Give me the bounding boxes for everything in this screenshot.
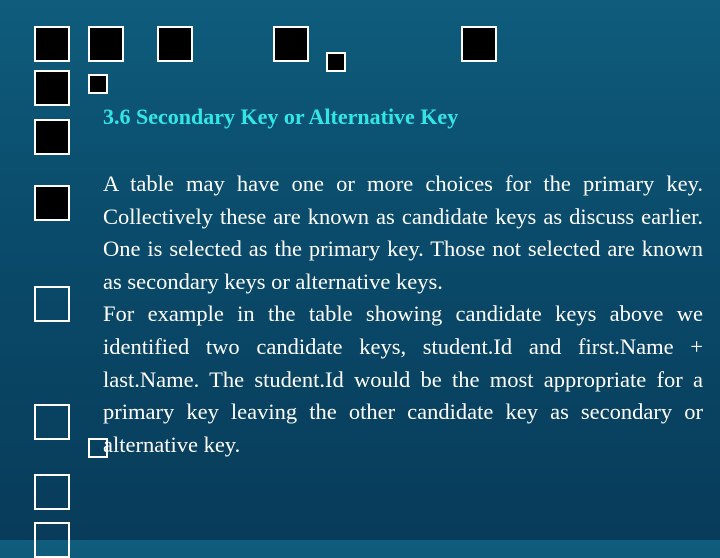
decorative-square bbox=[34, 185, 70, 221]
body-paragraph: A table may have one or more choices for the primary key. Collectively these are known as candidate keys as discuss earlier. One is selected as the primary key. Those not selected are known as secondary keys or alternative keys. bbox=[103, 171, 703, 294]
slide-body bbox=[103, 168, 703, 461]
decorative-square bbox=[34, 404, 70, 440]
decorative-square bbox=[88, 26, 124, 62]
decorative-square bbox=[34, 522, 70, 558]
decorative-square bbox=[34, 119, 70, 155]
decorative-square bbox=[34, 474, 70, 510]
decorative-square bbox=[326, 52, 346, 72]
slide-title: 3.6 Secondary Key or Alternative Key bbox=[103, 104, 459, 129]
decorative-square bbox=[273, 26, 309, 62]
decorative-square bbox=[34, 286, 70, 322]
body-paragraph: For example in the table showing candidate keys above we identified two candidate keys, student.Id and first.Name + last.Name. The student.Id would be the most appropriate for a primary key leaving the other candidate key as secondary or alternative key. bbox=[103, 301, 703, 457]
decorative-square bbox=[88, 74, 108, 94]
decorative-square bbox=[461, 26, 497, 62]
decorative-square bbox=[34, 26, 70, 62]
decorative-square bbox=[34, 70, 70, 106]
decorative-square bbox=[157, 26, 193, 62]
